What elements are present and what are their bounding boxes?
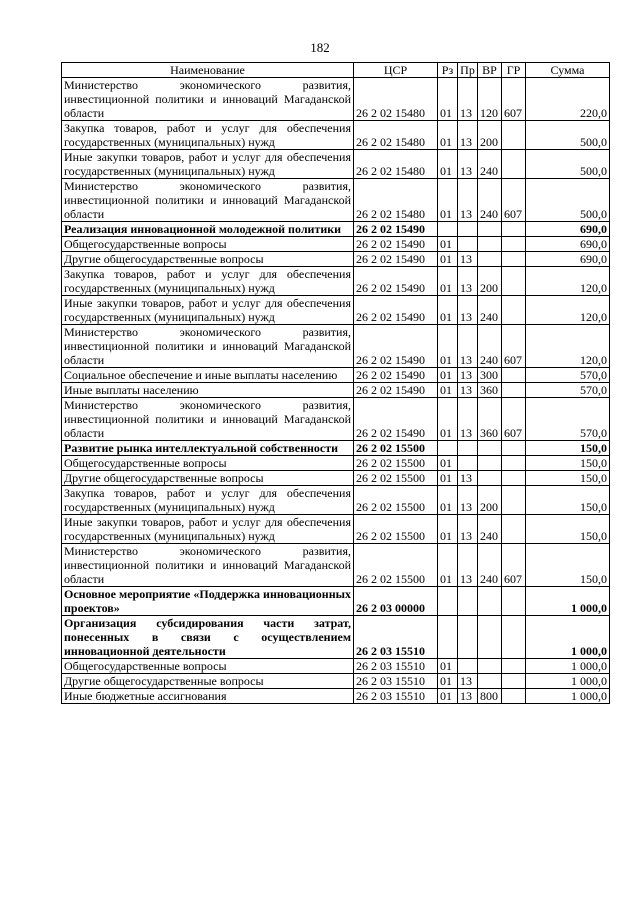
- table-row: [62, 456, 610, 471]
- header-gr: ГР: [502, 63, 526, 78]
- cell-name: Министерство экономического развития, инвестиционной политики и инноваций Магаданской области: [62, 78, 354, 121]
- cell-sum: 1 000,0: [526, 587, 610, 616]
- cell-sum: 500,0: [526, 150, 610, 179]
- table-row: [62, 296, 610, 325]
- header-csr: ЦСР: [354, 63, 438, 78]
- cell-sum: 120,0: [526, 267, 610, 296]
- cell-vr: [478, 659, 502, 674]
- cell-csr: 26 2 02 15480: [354, 179, 438, 222]
- cell-sum: 150,0: [526, 441, 610, 456]
- table-row: [62, 121, 610, 150]
- cell-gr: [502, 486, 526, 515]
- cell-vr: 240: [478, 150, 502, 179]
- table-row: [62, 486, 610, 515]
- cell-gr: [502, 121, 526, 150]
- cell-name: Реализация инновационной молодежной политики: [62, 222, 354, 237]
- cell-name: Организация субсидирования части затрат, понесенных в связи с осуществлением инновационной деятельности: [62, 616, 354, 659]
- table-row: [62, 325, 610, 368]
- cell-gr: [502, 689, 526, 704]
- cell-name: Иные закупки товаров, работ и услуг для обеспечения государственных (муниципальных) нужд: [62, 296, 354, 325]
- cell-pr: [458, 587, 478, 616]
- cell-sum: 120,0: [526, 325, 610, 368]
- header-vr: ВР: [478, 63, 502, 78]
- cell-pr: 13: [458, 486, 478, 515]
- cell-pr: 13: [458, 368, 478, 383]
- cell-name: Закупка товаров, работ и услуг для обеспечения государственных (муниципальных) нужд: [62, 121, 354, 150]
- cell-pr: [458, 659, 478, 674]
- cell-sum: 150,0: [526, 544, 610, 587]
- cell-sum: 690,0: [526, 252, 610, 267]
- cell-pr: 13: [458, 674, 478, 689]
- page-number: 182: [310, 40, 330, 55]
- cell-vr: 240: [478, 515, 502, 544]
- cell-gr: 607: [502, 544, 526, 587]
- cell-rz: [438, 222, 458, 237]
- budget-table: [61, 62, 610, 704]
- header-sum: Сумма: [526, 63, 610, 78]
- table-body: [62, 78, 610, 704]
- cell-sum: 1 000,0: [526, 689, 610, 704]
- cell-sum: 120,0: [526, 296, 610, 325]
- table-row: [62, 179, 610, 222]
- cell-rz: 01: [438, 179, 458, 222]
- cell-pr: 13: [458, 325, 478, 368]
- cell-pr: 13: [458, 471, 478, 486]
- cell-vr: 200: [478, 267, 502, 296]
- cell-name: Министерство экономического развития, инвестиционной политики и инноваций Магаданской области: [62, 179, 354, 222]
- table-row: [62, 383, 610, 398]
- cell-sum: 150,0: [526, 486, 610, 515]
- cell-vr: 240: [478, 296, 502, 325]
- cell-vr: 240: [478, 325, 502, 368]
- cell-pr: [458, 222, 478, 237]
- cell-gr: [502, 456, 526, 471]
- table-row: [62, 237, 610, 252]
- cell-pr: 13: [458, 296, 478, 325]
- cell-rz: 01: [438, 659, 458, 674]
- cell-gr: [502, 368, 526, 383]
- table-row: [62, 587, 610, 616]
- cell-sum: 500,0: [526, 179, 610, 222]
- cell-sum: 570,0: [526, 398, 610, 441]
- table-row: [62, 515, 610, 544]
- cell-gr: [502, 471, 526, 486]
- header-pr: Пр: [458, 63, 478, 78]
- cell-vr: [478, 674, 502, 689]
- cell-name: Другие общегосударственные вопросы: [62, 252, 354, 267]
- cell-sum: 500,0: [526, 121, 610, 150]
- cell-csr: 26 2 02 15500: [354, 544, 438, 587]
- cell-gr: [502, 222, 526, 237]
- cell-name: Основное мероприятие «Поддержка инновационных проектов»: [62, 587, 354, 616]
- table-header-row: [62, 63, 610, 78]
- cell-gr: [502, 674, 526, 689]
- cell-vr: [478, 237, 502, 252]
- cell-pr: 13: [458, 121, 478, 150]
- cell-rz: [438, 587, 458, 616]
- cell-rz: 01: [438, 252, 458, 267]
- cell-vr: [478, 252, 502, 267]
- cell-rz: 01: [438, 383, 458, 398]
- cell-csr: 26 2 02 15500: [354, 441, 438, 456]
- cell-sum: 1 000,0: [526, 674, 610, 689]
- cell-vr: 240: [478, 179, 502, 222]
- cell-rz: [438, 441, 458, 456]
- cell-pr: 13: [458, 150, 478, 179]
- cell-gr: [502, 150, 526, 179]
- cell-vr: [478, 471, 502, 486]
- cell-vr: 200: [478, 486, 502, 515]
- cell-name: Министерство экономического развития, инвестиционной политики и инноваций Магаданской области: [62, 544, 354, 587]
- cell-sum: 150,0: [526, 456, 610, 471]
- cell-name: Закупка товаров, работ и услуг для обеспечения государственных (муниципальных) нужд: [62, 267, 354, 296]
- cell-gr: [502, 252, 526, 267]
- table-row: [62, 150, 610, 179]
- cell-name: Иные выплаты населению: [62, 383, 354, 398]
- cell-rz: 01: [438, 78, 458, 121]
- cell-name: Общегосударственные вопросы: [62, 456, 354, 471]
- table-row: [62, 368, 610, 383]
- cell-csr: 26 2 02 15490: [354, 325, 438, 368]
- cell-vr: 800: [478, 689, 502, 704]
- cell-sum: 570,0: [526, 383, 610, 398]
- cell-vr: 240: [478, 544, 502, 587]
- cell-rz: 01: [438, 325, 458, 368]
- cell-pr: 13: [458, 383, 478, 398]
- cell-csr: 26 2 02 15480: [354, 78, 438, 121]
- cell-csr: 26 2 02 15500: [354, 486, 438, 515]
- table-row: [62, 441, 610, 456]
- cell-pr: 13: [458, 252, 478, 267]
- cell-sum: 1 000,0: [526, 616, 610, 659]
- cell-vr: [478, 456, 502, 471]
- cell-gr: [502, 659, 526, 674]
- cell-pr: [458, 237, 478, 252]
- cell-rz: 01: [438, 237, 458, 252]
- header-rz: Рз: [438, 63, 458, 78]
- cell-pr: 13: [458, 179, 478, 222]
- table-row: [62, 267, 610, 296]
- table-row: [62, 78, 610, 121]
- cell-rz: 01: [438, 150, 458, 179]
- cell-gr: 607: [502, 78, 526, 121]
- cell-csr: 26 2 02 15490: [354, 368, 438, 383]
- cell-rz: 01: [438, 121, 458, 150]
- cell-pr: 13: [458, 78, 478, 121]
- cell-vr: 120: [478, 78, 502, 121]
- cell-csr: 26 2 02 15490: [354, 398, 438, 441]
- table-row: [62, 252, 610, 267]
- cell-csr: 26 2 03 15510: [354, 689, 438, 704]
- cell-sum: 690,0: [526, 237, 610, 252]
- cell-rz: 01: [438, 486, 458, 515]
- cell-gr: [502, 237, 526, 252]
- cell-csr: 26 2 02 15490: [354, 296, 438, 325]
- cell-rz: 01: [438, 267, 458, 296]
- cell-csr: 26 2 02 15500: [354, 515, 438, 544]
- cell-gr: 607: [502, 179, 526, 222]
- cell-rz: 01: [438, 456, 458, 471]
- cell-rz: 01: [438, 368, 458, 383]
- cell-rz: 01: [438, 398, 458, 441]
- cell-name: Министерство экономического развития, инвестиционной политики и инноваций Магаданской области: [62, 325, 354, 368]
- cell-csr: 26 2 03 15510: [354, 659, 438, 674]
- cell-pr: [458, 616, 478, 659]
- cell-gr: 607: [502, 398, 526, 441]
- cell-vr: [478, 441, 502, 456]
- cell-rz: 01: [438, 515, 458, 544]
- cell-name: Иные бюджетные ассигнования: [62, 689, 354, 704]
- cell-csr: 26 2 03 00000: [354, 587, 438, 616]
- cell-rz: 01: [438, 689, 458, 704]
- cell-rz: 01: [438, 674, 458, 689]
- cell-gr: [502, 616, 526, 659]
- cell-name: Развитие рынка интеллектуальной собственности: [62, 441, 354, 456]
- table-row: [62, 689, 610, 704]
- cell-csr: 26 2 03 15510: [354, 616, 438, 659]
- cell-vr: 200: [478, 121, 502, 150]
- cell-gr: [502, 296, 526, 325]
- cell-sum: 1 000,0: [526, 659, 610, 674]
- cell-csr: 26 2 02 15490: [354, 237, 438, 252]
- cell-name: Иные закупки товаров, работ и услуг для обеспечения государственных (муниципальных) нужд: [62, 150, 354, 179]
- cell-rz: 01: [438, 471, 458, 486]
- cell-gr: 607: [502, 325, 526, 368]
- cell-pr: 13: [458, 544, 478, 587]
- cell-gr: [502, 587, 526, 616]
- cell-name: Общегосударственные вопросы: [62, 659, 354, 674]
- cell-name: Иные закупки товаров, работ и услуг для обеспечения государственных (муниципальных) нужд: [62, 515, 354, 544]
- cell-csr: 26 2 03 15510: [354, 674, 438, 689]
- cell-vr: 360: [478, 398, 502, 441]
- cell-sum: 150,0: [526, 515, 610, 544]
- cell-name: Министерство экономического развития, инвестиционной политики и инноваций Магаданской области: [62, 398, 354, 441]
- cell-rz: 01: [438, 544, 458, 587]
- cell-sum: 570,0: [526, 368, 610, 383]
- cell-name: Общегосударственные вопросы: [62, 237, 354, 252]
- cell-name: Социальное обеспечение и иные выплаты населению: [62, 368, 354, 383]
- cell-vr: 360: [478, 383, 502, 398]
- table-row: [62, 544, 610, 587]
- cell-gr: [502, 441, 526, 456]
- cell-pr: [458, 441, 478, 456]
- cell-name: Другие общегосударственные вопросы: [62, 674, 354, 689]
- cell-sum: 220,0: [526, 78, 610, 121]
- cell-pr: 13: [458, 267, 478, 296]
- cell-csr: 26 2 02 15490: [354, 252, 438, 267]
- cell-pr: 13: [458, 689, 478, 704]
- cell-pr: [458, 456, 478, 471]
- table-row: [62, 616, 610, 659]
- table-row: [62, 659, 610, 674]
- cell-gr: [502, 267, 526, 296]
- cell-pr: 13: [458, 515, 478, 544]
- cell-csr: 26 2 02 15490: [354, 222, 438, 237]
- cell-vr: [478, 222, 502, 237]
- table-row: [62, 674, 610, 689]
- cell-vr: [478, 616, 502, 659]
- cell-gr: [502, 515, 526, 544]
- table-row: [62, 471, 610, 486]
- cell-csr: 26 2 02 15490: [354, 383, 438, 398]
- cell-vr: 300: [478, 368, 502, 383]
- cell-gr: [502, 383, 526, 398]
- cell-sum: 150,0: [526, 471, 610, 486]
- cell-csr: 26 2 02 15500: [354, 471, 438, 486]
- cell-csr: 26 2 02 15500: [354, 456, 438, 471]
- cell-pr: 13: [458, 398, 478, 441]
- cell-rz: 01: [438, 296, 458, 325]
- table-row: [62, 222, 610, 237]
- cell-sum: 690,0: [526, 222, 610, 237]
- cell-vr: [478, 587, 502, 616]
- cell-name: Закупка товаров, работ и услуг для обеспечения государственных (муниципальных) нужд: [62, 486, 354, 515]
- cell-csr: 26 2 02 15490: [354, 267, 438, 296]
- header-name: Наименование: [62, 63, 354, 78]
- cell-rz: [438, 616, 458, 659]
- cell-name: Другие общегосударственные вопросы: [62, 471, 354, 486]
- cell-csr: 26 2 02 15480: [354, 150, 438, 179]
- cell-csr: 26 2 02 15480: [354, 121, 438, 150]
- table-row: [62, 398, 610, 441]
